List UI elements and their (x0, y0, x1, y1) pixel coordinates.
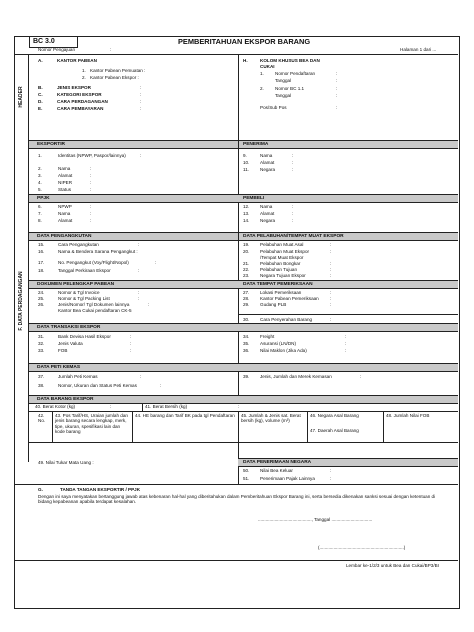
c-colon: : (140, 92, 142, 97)
penerima-colon-3: : (292, 167, 294, 172)
transaksi-colon-3: : (130, 348, 132, 353)
berat-kotor-label: 40. Berat Kotor (kg) (35, 404, 76, 409)
transaksi-colon-2: : (130, 341, 132, 346)
pelabuhan-num-4: 22. (243, 267, 250, 272)
angkut-item-3: No. Pengangkut (Voy/Flight/Nopol) (58, 260, 129, 265)
pelabuhan-num-2: 20. (243, 249, 250, 254)
peti-item-2: Nomor, Ukuran dan Status Peti Kemas (58, 383, 137, 388)
pelabuhan-item-2: Pelabuhan Muat Ekspor (260, 249, 310, 254)
dokumen-header-bar (29, 280, 458, 289)
barang-title: DATA BARANG EKSPOR (37, 397, 94, 402)
header-top-rule (14, 54, 458, 55)
peti-r-item: Jenis, Jumlah dan Merek Kemasan (260, 374, 332, 379)
pelabuhan-colon-5: : (330, 273, 332, 278)
peti-colon-2: : (160, 383, 162, 388)
pembeli-colon-3: : (292, 218, 294, 223)
pengangkutan-header-bar (29, 232, 458, 241)
ppjk-num-2: 7. (38, 211, 42, 216)
ppjk-num-3: 8. (38, 218, 42, 223)
transaksi-item-2: Jenis Valuta (58, 341, 83, 346)
h-colon-5: : (336, 105, 338, 110)
penyerahan-num: 30. (243, 317, 250, 322)
ppjk-item-2: Nama (58, 211, 71, 216)
h-title-1: KOLOM KHUSUS BEA DAN (260, 58, 320, 63)
h-colon-1: : (336, 71, 338, 76)
barang-col-2 (132, 411, 133, 442)
h-item-4: Tanggal (275, 93, 292, 98)
periksa-item-2: Kantor Pabean Pemeriksaan (260, 296, 319, 301)
eksportir-item-2: Nama (58, 166, 71, 171)
angkut-colon-3: : (155, 260, 157, 265)
penyerahan-divider (238, 314, 239, 323)
pelabuhan-title: DATA PELABUHAN/TEMPAT MUAT EKSPOR (243, 234, 344, 239)
d-letter: D. (38, 99, 43, 104)
b-colon: : (140, 85, 142, 90)
ttd-title: TANDA TANGAN EKSPORTIR / PPJK (60, 487, 141, 492)
eksportir-item-3: Alamat (58, 173, 73, 178)
col-44-header: 44. HE barang dan Tarif BK pada tgl Pendaftaran (135, 413, 235, 418)
peti-kemas-header-bar (29, 363, 458, 372)
penerima-num-2: 10. (243, 160, 250, 165)
penyerahan-label: Cara Penyerahan Barang (260, 317, 313, 322)
dok-colon-3: : (148, 302, 150, 307)
d-title: CARA PERDAGANGAN (57, 99, 108, 104)
e-title: CARA PEMBAYARAN (57, 106, 104, 111)
ttd-rule (14, 484, 458, 485)
penerima-colon-1: : (292, 153, 294, 158)
eksportir-num-4: 4. (38, 180, 42, 185)
col-47-header: 47. Daerah Asal Barang (310, 428, 359, 433)
peti-colon-1: : (140, 374, 142, 379)
peti-kemas-title: DATA PETI KEMAS (37, 365, 81, 370)
a-title: KANTOR PABEAN (57, 58, 97, 63)
periksa-colon-1: : (330, 290, 332, 295)
pembeli-title: PEMBELI (243, 196, 265, 201)
pelabuhan-colon-2: : (330, 249, 332, 254)
barang-col-1 (52, 411, 53, 442)
penerima-item-3: Negara (260, 167, 276, 172)
ppjk-item-3: Alamat (58, 218, 73, 223)
berat-bersih-colon: : (238, 404, 240, 409)
transaksi-r-colon-1: : (345, 334, 347, 339)
pembeli-item-2: Alamat (260, 211, 275, 216)
transaksi-num-1: 31. (38, 334, 45, 339)
pembeli-colon-2: : (292, 211, 294, 216)
pelabuhan-colon-3: : (330, 261, 332, 266)
eksportir-header-bar (29, 140, 458, 149)
ttd-statement: Dengan ini saya menyatakan bertanggung jawab atas kebenaran hal-hal yang diberitahukan dalam Pemberitahuan Ekspor Barang ini, serta bersedia dikenakan sanksi sesuai dengan ketentuan di bidang kepabeanan apabila terdapat kesalahan. (38, 494, 436, 505)
registration-number-label: Nomor Pengajuan (38, 47, 76, 52)
periksa-num-2: 28. (243, 296, 250, 301)
ttd-letter: G. (38, 487, 43, 492)
c-title: KATEGORI EKSPOR (57, 92, 102, 97)
c-letter: C. (38, 92, 43, 97)
pelabuhan-item-1: Pelabuhan Muat Asal (260, 242, 304, 247)
eksportir-num-1: 1. (38, 153, 42, 158)
berat-kotor-colon: : (110, 404, 112, 409)
peti-r-colon: : (360, 374, 362, 379)
transaksi-r-item-3: Nilai Maklon (Jika Ada) (260, 348, 307, 353)
footer-note: Lembar ke-1/2/3 untuk Bea dan Cukai/BP3/BI (346, 563, 439, 568)
pelabuhan-num-1: 19. (243, 242, 250, 247)
trade-side-text: F. DATA PERDAGANGAN (18, 271, 24, 331)
eksportir-colon-5: : (90, 187, 92, 192)
ttd-place-date: .........................................., Tanggal ................................ (258, 517, 373, 522)
ppjk-header-bar (29, 194, 458, 203)
h-letter: H. (243, 58, 248, 63)
peti-item-1: Jumlah Peti Kemas (58, 374, 98, 379)
transaksi-header-bar (29, 323, 458, 332)
transaksi-r-num-2: 35. (243, 341, 250, 346)
pembeli-colon-1: : (292, 204, 294, 209)
ppjk-colon-1: : (90, 204, 92, 209)
h-item-3: Nomor BC 1.1 (275, 86, 305, 91)
penerima-colon-2: : (292, 160, 294, 165)
pelabuhan-item-4: Pelabuhan Tujuan (260, 267, 298, 272)
transaksi-r-item-2: Asuransi (LN/DN) (260, 341, 296, 346)
tempat-periksa-title: DATA TEMPAT PEMERIKSAAN (243, 282, 313, 287)
transaksi-num-2: 32. (38, 341, 45, 346)
h-item-5: Pos/Sub Pos (260, 105, 287, 110)
dok-item-1: Nomor & Tgl Invoice (58, 290, 100, 295)
pembeli-num-1: 12. (243, 204, 250, 209)
peti-num-2: 38. (38, 383, 45, 388)
b-title: JENIS EKSPOR (57, 85, 91, 90)
penerima-title: PENERIMA (243, 142, 269, 147)
pelabuhan-num-5: 23. (243, 273, 250, 278)
transaksi-r-colon-3: : (345, 348, 347, 353)
header-side-text: HEADER (18, 86, 24, 108)
barang-col-4 (307, 411, 308, 442)
ppjk-item-1: NPWP (58, 204, 72, 209)
eksportir-item-5: Status (58, 187, 72, 192)
a-item-2: Kantor Pabean Ekspor : (90, 75, 139, 80)
eksportir-item-1: Identitas (NPWP, Paspor/lainnya) (58, 153, 126, 158)
eksportir-colon-2: : (90, 166, 92, 171)
ppjk-title: PPJK (37, 196, 50, 201)
peti-kemas-divider (238, 371, 239, 395)
pelabuhan-colon-4: : (330, 267, 332, 272)
col-43-header: 43. Pos Tarif/HS, Uraian jumlah dan jenis barang secara lengkap, merk, tipe, ukuran, spesifikasi lain dan kode barang (55, 413, 128, 435)
pengangkutan-title: DATA PENGANGKUTAN (37, 234, 92, 239)
e-letter: E. (38, 106, 43, 111)
dok-item-4: Kantor Bea Cukai pendaftaran CK-5 (58, 308, 132, 313)
penyerahan-rule (238, 314, 458, 315)
transaksi-r-num-3: 36. (243, 348, 250, 353)
col-45-header: 45. Jumlah & Jenis sat. Berat bersih (kg), volume (m³) (241, 413, 301, 424)
penerimaan-colon-2: : (330, 476, 332, 481)
dok-item-2: Nomor & Tgl Packing List (58, 296, 110, 301)
ppjk-num-1: 6. (38, 204, 42, 209)
h-num-3: 2. (260, 86, 264, 91)
pelabuhan-num-3: 21. (243, 261, 250, 266)
angkut-num-4: 18. (38, 268, 45, 273)
eksportir-colon-4: : (90, 180, 92, 185)
periksa-num-1: 27. (243, 290, 250, 295)
header-side-label (14, 54, 29, 140)
peti-num-1: 37. (38, 374, 45, 379)
penerimaan-num-1: 50. (243, 468, 250, 473)
col-42-header: 42. No. (38, 413, 46, 424)
transaksi-colon-1: : (130, 334, 132, 339)
ppjk-colon-3: : (90, 218, 92, 223)
penerimaan-num-2: 51. (243, 476, 250, 481)
h-num-1: 1. (260, 71, 264, 76)
pelabuhan-colon-1: : (330, 242, 332, 247)
eksportir-item-4: NIPER (58, 180, 73, 185)
pembeli-item-1: Nama (260, 204, 273, 209)
col-48-header: 48. Jumlah Nilai FOB (386, 413, 430, 418)
berat-divider (142, 403, 143, 411)
angkut-num-3: 17. (38, 260, 45, 265)
transaksi-item-3: FOB (58, 348, 68, 353)
eksportir-num-2: 2. (38, 166, 42, 171)
penerima-num-3: 11. (243, 167, 250, 172)
eksportir-colon-3: : (90, 173, 92, 178)
penerimaan-item-2: Penerimaan Pajak Lainnya (260, 476, 315, 481)
penerimaan-header-bar (238, 458, 458, 467)
h-title-2: CUKAI (260, 64, 275, 69)
eksportir-num-3: 3. (38, 173, 42, 178)
transaksi-r-num-1: 34. (243, 334, 250, 339)
transaksi-item-1: Bank Devisa Hasil Ekspor (58, 334, 111, 339)
form-code: BC 3.0 (33, 38, 55, 45)
penerimaan-title: DATA PENERIMAAN NEGARA (243, 460, 312, 465)
ppjk-colon-2: : (90, 211, 92, 216)
pelabuhan-item-5: Negara Tujuan Ekspor (260, 273, 306, 278)
dok-num-3: 26. (38, 302, 45, 307)
transaksi-title: DATA TRANSAKSI EKSPOR (37, 325, 101, 330)
angkut-colon-4: : (138, 268, 140, 273)
dok-num-2: 25. (38, 296, 45, 301)
a-num-2: 2. (82, 75, 86, 80)
barang-table-top (29, 411, 458, 412)
page-indicator: Halaman 1 dari ... (400, 47, 437, 52)
eksportir-num-5: 5. (38, 187, 42, 192)
registration-number-colon: : (110, 47, 112, 52)
berat-bersih-label: 41. Berat Bersih (kg) (145, 404, 188, 409)
b-letter: B. (38, 85, 43, 90)
angkut-num-2: 16. (38, 249, 45, 254)
periksa-item-3: Gudang PLB (260, 302, 287, 307)
h-colon-3: : (336, 86, 338, 91)
pembeli-item-3: Negara (260, 218, 276, 223)
pelabuhan-item-2b: /Tempat Muat Ekspor (260, 255, 304, 260)
kurs-rule (29, 442, 458, 443)
penerimaan-item-1: Nilai Bea Keluar (260, 468, 293, 473)
pembeli-num-3: 14. (243, 218, 250, 223)
pelabuhan-item-3: Pelabuhan Bongkar (260, 261, 301, 266)
penyerahan-colon: : (330, 317, 332, 322)
d-colon: : (140, 99, 142, 104)
h-colon-4: : (336, 93, 338, 98)
periksa-num-3: 29. (243, 302, 250, 307)
h-item-2: Tanggal (275, 78, 292, 83)
penerima-num-1: 9. (243, 153, 247, 158)
footer-rule (14, 560, 458, 561)
angkut-num-1: 15. (38, 242, 45, 247)
transaksi-r-item-1: Freight (260, 334, 275, 339)
angkut-item-2: Nama & Bendera Sarana Pengangkut : (58, 249, 138, 254)
party-divider (238, 140, 239, 232)
barang-col-3 (238, 411, 239, 442)
eksportir-title: EKSPORTIR (37, 142, 65, 147)
a-num-1: 1. (82, 68, 86, 73)
dok-num-1: 24. (38, 290, 45, 295)
eksportir-colon-1: : (140, 153, 142, 158)
periksa-colon-3: : (330, 302, 332, 307)
dok-colon-2: : (138, 296, 140, 301)
penerimaan-colon-1: : (330, 468, 332, 473)
barang-header-bar (29, 395, 458, 404)
transaksi-divider (238, 331, 239, 363)
angkut-item-4: Tanggal Perkiraan Ekspor (58, 268, 111, 273)
peti-r-num: 39. (243, 374, 250, 379)
transport-divider (238, 232, 239, 314)
transaksi-num-3: 33. (38, 348, 45, 353)
dok-item-3: Jenis/Nomor/ Tgl Dokumen lainnya (58, 302, 130, 307)
e-colon: : (140, 106, 142, 111)
dok-colon-1: : (138, 290, 140, 295)
form-title: PEMBERITAHUAN EKSPOR BARANG (178, 37, 311, 46)
periksa-item-1: Lokasi Pemeriksaan (260, 290, 302, 295)
kurs-label: 49. Nilai Tukar Mata Uang : (38, 460, 94, 465)
trade-side-label (14, 140, 29, 462)
barang-col-5 (383, 411, 384, 442)
angkut-colon-1: : (138, 242, 140, 247)
h-colon-2: : (336, 78, 338, 83)
transaksi-r-colon-2: : (345, 341, 347, 346)
ttd-signature-line: (..................................................................) (318, 545, 406, 550)
dokumen-title: DOKUMEN PELENGKAP PABEAN (37, 282, 115, 287)
a-item-1: Kantor Pabean Pemuatan : (90, 68, 146, 73)
penerima-item-2: Alamat (260, 160, 275, 165)
col-46-header: 46. Negara Asal Barang (310, 413, 359, 418)
angkut-item-1: Cara Pengangkutan (58, 242, 99, 247)
penerima-item-1: Nama (260, 153, 273, 158)
header-center-divider (238, 54, 239, 140)
pembeli-num-2: 13. (243, 211, 250, 216)
a-letter: A. (38, 58, 43, 63)
h-item-1: Nomor Pendaftaran (275, 71, 316, 76)
periksa-colon-2: : (330, 296, 332, 301)
